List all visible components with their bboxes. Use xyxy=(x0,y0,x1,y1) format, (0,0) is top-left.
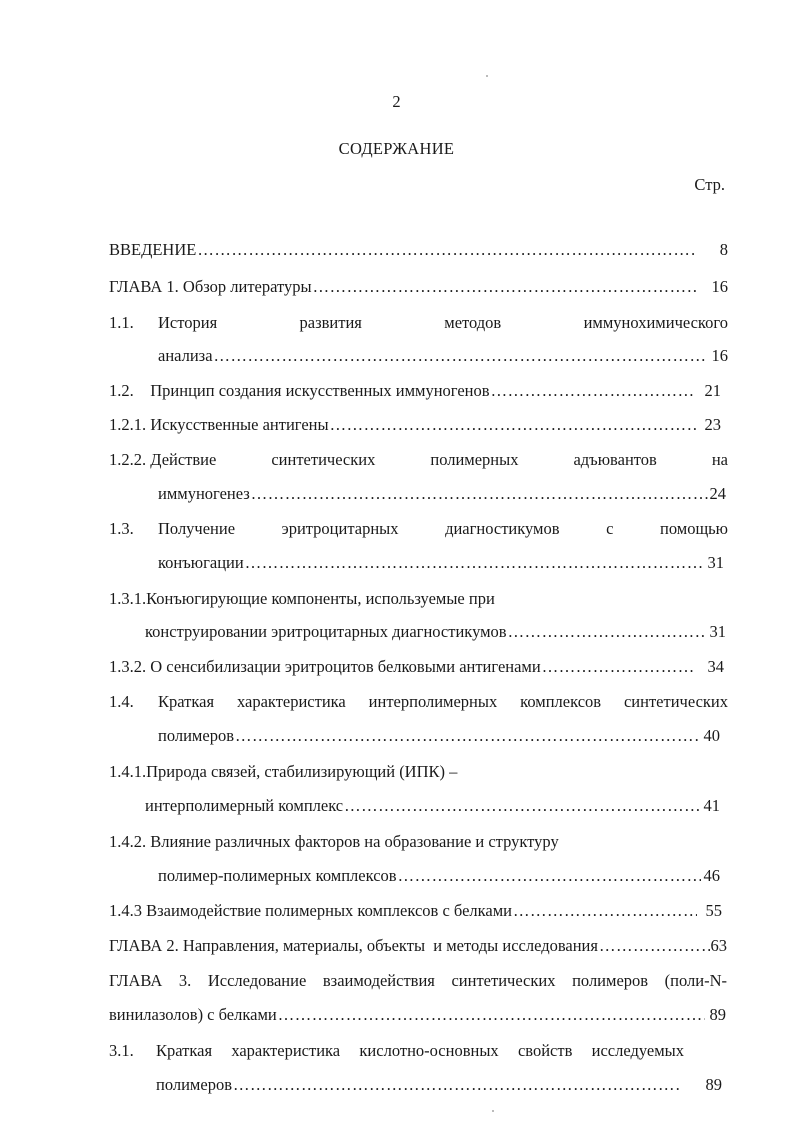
toc-page: 31 xyxy=(709,622,726,641)
toc-page: 16 xyxy=(711,277,728,296)
toc-label: ГЛАВА 1. Обзор литературы xyxy=(109,277,312,296)
toc-page: 24 xyxy=(709,484,726,503)
leader-dots xyxy=(313,277,699,297)
leader-dots xyxy=(251,484,709,504)
toc-entry-1-3[interactable] xyxy=(158,519,728,539)
toc-label: винилазолов) с белками xyxy=(109,1005,277,1024)
leader-dots xyxy=(235,726,701,746)
leader-dots xyxy=(513,901,697,921)
toc-page: 31 xyxy=(707,553,724,572)
toc-entry-1-3-2[interactable] xyxy=(109,657,724,677)
toc-label: конструировании эритроцитарных диагностикумов xyxy=(145,622,507,641)
toc-entry-chapter-2[interactable] xyxy=(109,936,727,956)
toc-entry-1-1-cont[interactable] xyxy=(158,346,728,366)
toc-entry-1-4[interactable]: Краткая характеристика интерполимерных комплексов синтетических xyxy=(158,692,728,711)
page-number: 2 xyxy=(392,92,401,111)
toc-number: 1.3. xyxy=(109,519,134,538)
toc-label: 1.3.2. О сенсибилизации эритроцитов белковыми антигенами xyxy=(109,657,541,676)
toc-entry-1-2-2[interactable] xyxy=(109,450,728,470)
toc-word: иммунохимического xyxy=(583,313,728,332)
toc-entry-intro[interactable] xyxy=(109,240,728,260)
toc-word: полимерных xyxy=(430,450,519,469)
toc-entry-1-3-1[interactable]: 1.3.1.Конъюгирующие компоненты, используемые при xyxy=(109,589,495,608)
toc-page: 41 xyxy=(703,796,720,815)
scan-speck xyxy=(492,1110,494,1112)
toc-entry-1-1[interactable] xyxy=(158,313,728,333)
toc-label: полимеров xyxy=(156,1075,232,1094)
leader-dots xyxy=(542,657,693,677)
toc-page: 46 xyxy=(703,866,720,885)
toc-entry-3-1[interactable]: Краткая характеристика кислотно-основных свойств исследуемых xyxy=(156,1041,684,1060)
toc-label: 1.4.3 Взаимодействие полимерных комплексов с белками xyxy=(109,901,512,920)
toc-entry-1-4-cont[interactable] xyxy=(158,726,720,746)
toc-entry-1-2[interactable] xyxy=(109,381,721,401)
toc-entry-1-4-2-cont[interactable] xyxy=(158,866,720,886)
toc-label: ВВЕДЕНИЕ xyxy=(109,240,197,259)
toc-word: Получение xyxy=(158,519,236,538)
toc-label: 1.2. Принцип создания искусственных иммуногенов xyxy=(109,381,490,400)
toc-page: 55 xyxy=(705,901,722,920)
page-title: СОДЕРЖАНИЕ xyxy=(338,139,455,158)
toc-number: 1.4. xyxy=(109,692,134,711)
toc-label: 1.2.1. Искусственные антигены xyxy=(109,415,329,434)
toc-label: анализа xyxy=(158,346,213,365)
toc-entry-1-2-1[interactable] xyxy=(109,415,721,435)
toc-page: 34 xyxy=(707,657,724,676)
toc-page: 16 xyxy=(711,346,728,365)
leader-dots xyxy=(233,1075,682,1095)
toc-word: на xyxy=(711,450,728,469)
toc-entry-1-3-cont[interactable] xyxy=(158,553,724,573)
leader-dots xyxy=(398,866,701,886)
toc-page: 23 xyxy=(704,415,721,434)
toc-word: История xyxy=(158,313,218,332)
toc-number: 3.1. xyxy=(109,1041,134,1060)
toc-entry-chapter-3-cont[interactable] xyxy=(109,1005,726,1025)
leader-dots xyxy=(491,381,696,401)
toc-word: диагностикумов xyxy=(445,519,560,538)
toc-word: развития xyxy=(299,313,362,332)
toc-label: конъюгации xyxy=(158,553,244,572)
leader-dots xyxy=(344,796,700,816)
toc-number: 1.1. xyxy=(109,313,134,332)
toc-page: 8 xyxy=(719,240,728,259)
leader-dots xyxy=(508,622,705,642)
scan-speck xyxy=(486,75,488,77)
toc-page: 63 xyxy=(710,936,727,955)
page-column-label: Стр. xyxy=(694,175,725,194)
toc-entry-1-4-1-cont[interactable] xyxy=(145,796,720,816)
leader-dots xyxy=(330,415,696,435)
toc-page: 21 xyxy=(704,381,721,400)
toc-word: методов xyxy=(444,313,502,332)
toc-entry-1-4-3[interactable] xyxy=(109,901,722,921)
toc-word: адъювантов xyxy=(573,450,657,469)
toc-word: помощью xyxy=(659,519,728,538)
toc-word: синтетических xyxy=(271,450,376,469)
toc-label: полимеров xyxy=(158,726,234,745)
toc-page: 89 xyxy=(709,1005,726,1024)
leader-dots xyxy=(197,240,696,260)
leader-dots xyxy=(245,553,703,573)
toc-label: иммуногенез xyxy=(158,484,250,503)
toc-label: ГЛАВА 2. Направления, материалы, объекты и методы исследования xyxy=(109,936,598,955)
toc-page: 89 xyxy=(705,1075,722,1094)
toc-entry-chapter-1[interactable] xyxy=(109,277,728,297)
toc-entry-1-4-1[interactable]: 1.4.1.Природа связей, стабилизирующий (ИПК) – xyxy=(109,762,458,781)
toc-entry-1-2-2-cont[interactable] xyxy=(158,484,726,504)
toc-label: полимер-полимерных комплексов xyxy=(158,866,397,885)
leader-dots xyxy=(599,936,710,956)
toc-entry-1-3-1-cont[interactable] xyxy=(145,622,726,642)
toc-page: 40 xyxy=(703,726,720,745)
leader-dots xyxy=(278,1005,705,1025)
toc-word: эритроцитарных xyxy=(281,519,399,538)
toc-label: интерполимерный комплекс xyxy=(145,796,344,815)
toc-word: с xyxy=(606,519,614,538)
leader-dots xyxy=(214,346,707,366)
toc-entry-3-1-cont[interactable] xyxy=(156,1075,722,1095)
toc-entry-1-4-2[interactable]: 1.4.2. Влияние различных факторов на образование и структуру xyxy=(109,832,559,851)
toc-word: 1.2.2. Действие xyxy=(109,450,217,469)
toc-entry-chapter-3[interactable]: ГЛАВА 3. Исследование взаимодействия синтетических полимеров (поли-N- xyxy=(109,971,727,990)
